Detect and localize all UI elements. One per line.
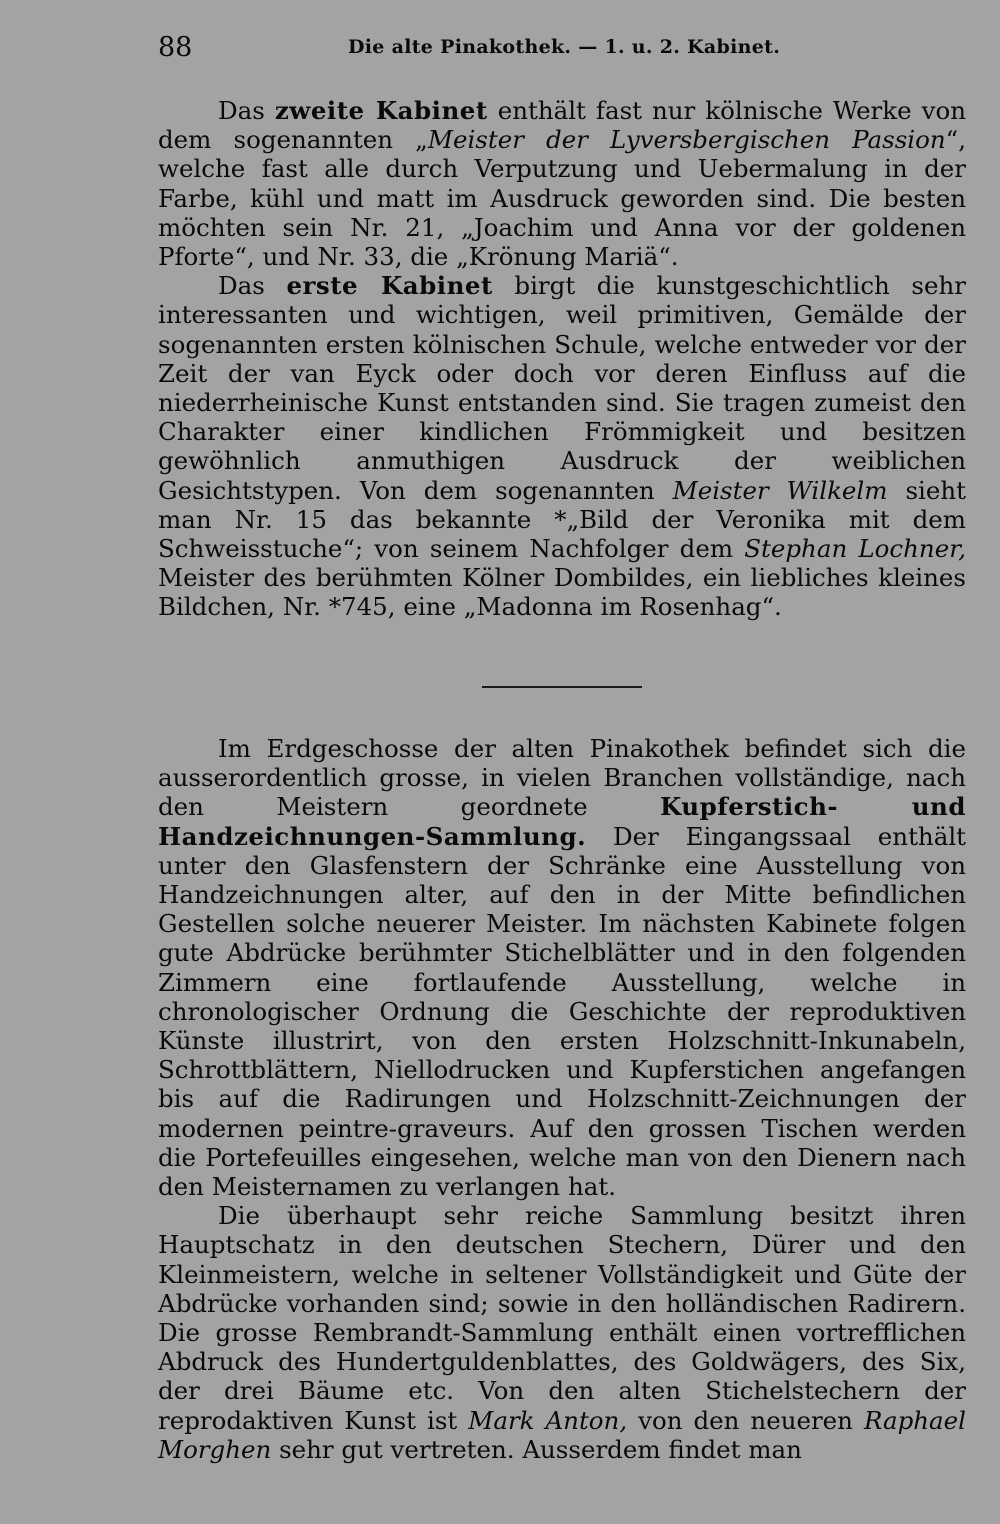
section-divider: [482, 686, 642, 688]
section-kupferstich-sammlung: [158, 734, 966, 1464]
text-run: Das: [218, 96, 275, 125]
text-run: Meister des berühmten Kölner Dombildes, ein liebliches kleines Bildchen, Nr. *745, eine „Madonna im Rosenhag“.: [158, 563, 966, 622]
text-run: “, welche fast alle durch Verputzung und Uebermalung in der Farbe, kühl und matt im Ausdruck geworden sind. Die besten möchten sein Nr. 21, „Joachim und Anna vor der goldenen Pforte“, und Nr. 33, die „Krönung Mariä“.: [158, 125, 966, 272]
italic-stephan-lochner: Stephan Lochner,: [744, 534, 966, 564]
page-header: [158, 32, 958, 68]
section-kabinette: [158, 96, 966, 622]
text-run: sehr gut vertreten. Ausserdem findet man: [271, 1434, 802, 1464]
running-head: Die alte Pinakothek. — 1. u. 2. Kabinet.: [348, 36, 781, 58]
page-number: 88: [158, 32, 193, 63]
text-run: Im Erdgeschosse der alten Pinakothek befindet sich die ausserordentlich grosse, in vielen Branchen vollständige, nach den Meistern geordnete: [158, 734, 966, 822]
italic-meister-wilhelm: Meister Wilkelm: [672, 475, 888, 505]
text-run: von den neueren: [627, 1405, 864, 1435]
text-run: Der Eingangssaal enthält unter den Glasfenstern der Schränke eine Ausstellung von Handzeichnungen alter, auf den in der Mitte befindlichen Gestellen solche neuerer Meister. Im nächsten Kabinete folgen gute Abdrücke berühmter Stichelblätter und in den folgenden Zimmern eine fortlaufende Ausstellung, welche in chronologischer Ordnung die Geschichte der reproduktiven Künste illustrirt, von den ersten Holzschnitt-Inkunabeln, Schrottblättern, Niellodrucken und Kupferstichen angefangen bis auf die Radirungen und Holzschnitt-Zeichnungen der modernen peintre-graveurs. Auf den grossen Tischen werden die Portefeuilles eingesehen, welche man von den Dienern nach den Meisternamen zu verlangen hat.: [158, 821, 966, 1202]
emphasis-erste-kabinet: erste Kabinet: [286, 271, 493, 301]
text-run: birgt die kunstgeschichtlich sehr interessanten und wichtigen, weil primitiven, Gemälde der sogenannten ersten kölnischen Schule, welche entweder vor der Zeit der van Eyck oder doch vor deren Einfluss auf die niederrheinische Kunst entstanden sind. Sie tragen zumeist den Charakter einer kindlichen Frömmigkeit und besitzen gewöhnlich anmuthigen Ausdruck der weiblichen Gesichtstypen. Von dem sogenannten: [158, 271, 966, 505]
emphasis-kupferstich-sammlung: Kupferstich- und Handzeichnungen-Sammlung.: [158, 792, 966, 851]
paragraph-erstes-kabinet: [158, 271, 966, 621]
text-run: Das: [218, 271, 287, 301]
text-run: Die überhaupt sehr reiche Sammlung besitzt ihren Hauptschatz in den deutschen Stechern, Dürer und den Kleinmeistern, welche in seltener Vollständigkeit und Güte der Abdrücke vorhanden sind; sowie in den holländischen Radirern. Die grosse Rembrandt-Sammlung enthält einen vortrefflichen Abdruck des Hundertguldenblattes, des Goldwägers, des Six, der drei Bäume etc. Von den alten Stichelstechern der reprodaktiven Kunst ist: [158, 1201, 966, 1435]
paragraph-zweites-kabinet: [158, 96, 966, 271]
text-run: enthält fast nur kölnische Werke von dem sogenannten „: [158, 96, 966, 155]
emphasis-zweite-kabinet: zweite Kabinet: [274, 96, 488, 125]
italic-raphael-morghen: Raphael Morghen: [158, 1405, 966, 1464]
paragraph-hauptschatz: [158, 1201, 966, 1464]
text-run: sieht man Nr. 15 das bekannte *„Bild der Veronika mit dem Schweisstuche“; von seinem Nachfolger dem: [158, 475, 966, 564]
italic-meister-lyversberg: Meister der Lyversbergischen Passion: [427, 125, 946, 155]
paragraph-erdgeschoss: [158, 734, 966, 1201]
italic-mark-anton: Mark Anton,: [468, 1405, 628, 1435]
